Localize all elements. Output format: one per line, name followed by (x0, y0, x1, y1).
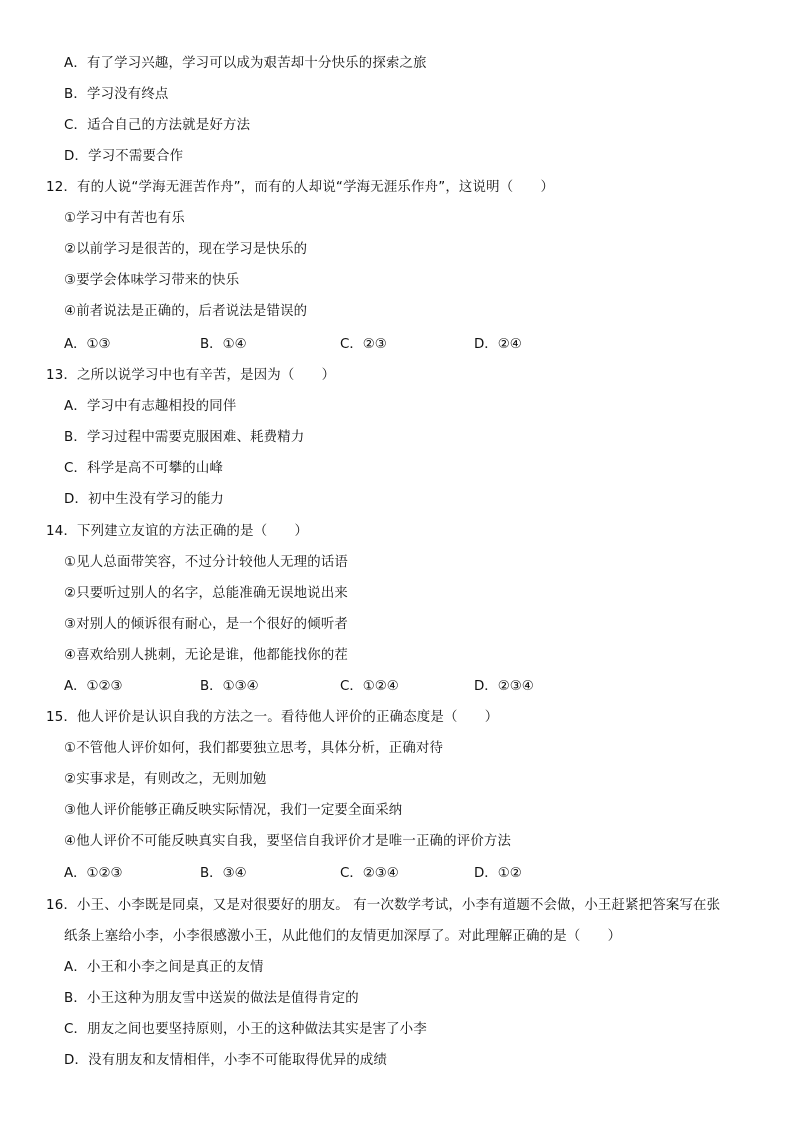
q16-option-a: A．小王和小李之间是真正的友情 (64, 960, 264, 975)
q13-option-a: A．学习中有志趣相投的同伴 (64, 399, 237, 414)
q15-choice-b: B．③④ (200, 866, 247, 881)
q13-option-b: B．学习过程中需要克服困难、耗费精力 (64, 430, 305, 445)
q14-item-2: ②只要听过别人的名字，总能准确无误地说出来 (64, 586, 349, 601)
q14-item-4: ④喜欢给别人挑刺，无论是谁，他都能找你的茬 (64, 648, 349, 663)
q13-option-c: C．科学是高不可攀的山峰 (64, 461, 224, 476)
q14-item-3: ③对别人的倾诉很有耐心，是一个很好的倾听者 (64, 617, 349, 632)
q11-option-b: B．学习没有终点 (64, 87, 169, 102)
q14-item-1: ①见人总面带笑容，不过分计较他人无理的话语 (64, 555, 349, 570)
q14-choice-b: B．①③④ (200, 679, 259, 694)
q16-option-b: B．小王这种为朋友雪中送炭的做法是值得肯定的 (64, 991, 359, 1006)
q14-stem: 14．下列建立友谊的方法正确的是（ ） (46, 524, 309, 539)
q15-item-4: ④他人评价不可能反映真实自我，要坚信自我评价才是唯一正确的评价方法 (64, 834, 512, 849)
q15-stem: 15．他人评价是认识自我的方法之一。看待他人评价的正确态度是（ ） (46, 710, 499, 725)
q14-choice-d: D．②③④ (474, 679, 534, 694)
q16-stem-line-1: 16．小王、小李既是同桌，又是对很要好的朋友。 有一次数学考试，小李有道题不会做，小王赶紧把答案写在张 (46, 898, 721, 913)
q12-item-4: ④前者说法是正确的，后者说法是错误的 (64, 304, 308, 319)
q15-item-2: ②实事求是，有则改之，无则加勉 (64, 772, 267, 787)
q11-option-d: D．学习不需要合作 (64, 149, 184, 164)
q15-item-1: ①不管他人评价如何，我们都要独立思考，具体分析，正确对待 (64, 741, 444, 756)
q12-stem: 12．有的人说“学海无涯苦作舟”，而有的人却说“学海无涯乐作舟”，这说明（ ） (46, 180, 555, 195)
q16-option-c: C．朋友之间也要坚持原则，小王的这种做法其实是害了小李 (64, 1022, 427, 1037)
q16-option-d: D．没有朋友和友情相伴，小李不可能取得优异的成绩 (64, 1053, 388, 1068)
q12-choice-d: D．②④ (474, 337, 522, 352)
q16-stem-line-2: 纸条上塞给小李，小李很感激小王，从此他们的友情更加深厚了。对此理解正确的是（ ） (64, 929, 622, 944)
q12-choice-a: A．①③ (64, 337, 111, 352)
q11-option-c: C．适合自己的方法就是好方法 (64, 118, 251, 133)
q12-item-2: ②以前学习是很苦的，现在学习是快乐的 (64, 242, 308, 257)
q15-choice-a: A．①②③ (64, 866, 123, 881)
q14-choice-c: C．①②④ (340, 679, 399, 694)
q12-item-3: ③要学会体味学习带来的快乐 (64, 273, 240, 288)
q13-option-d: D．初中生没有学习的能力 (64, 492, 225, 507)
q15-choice-c: C．②③④ (340, 866, 399, 881)
q12-choice-b: B．①④ (200, 337, 247, 352)
q15-item-3: ③他人评价能够正确反映实际情况，我们一定要全面采纳 (64, 803, 403, 818)
q12-item-1: ①学习中有苦也有乐 (64, 211, 185, 226)
q14-choice-a: A．①②③ (64, 679, 123, 694)
q11-option-a: A．有了学习兴趣，学习可以成为艰苦却十分快乐的探索之旅 (64, 56, 427, 71)
q13-stem: 13．之所以说学习中也有辛苦，是因为（ ） (46, 368, 336, 383)
q15-choice-d: D．①② (474, 866, 522, 881)
q12-choice-c: C．②③ (340, 337, 387, 352)
